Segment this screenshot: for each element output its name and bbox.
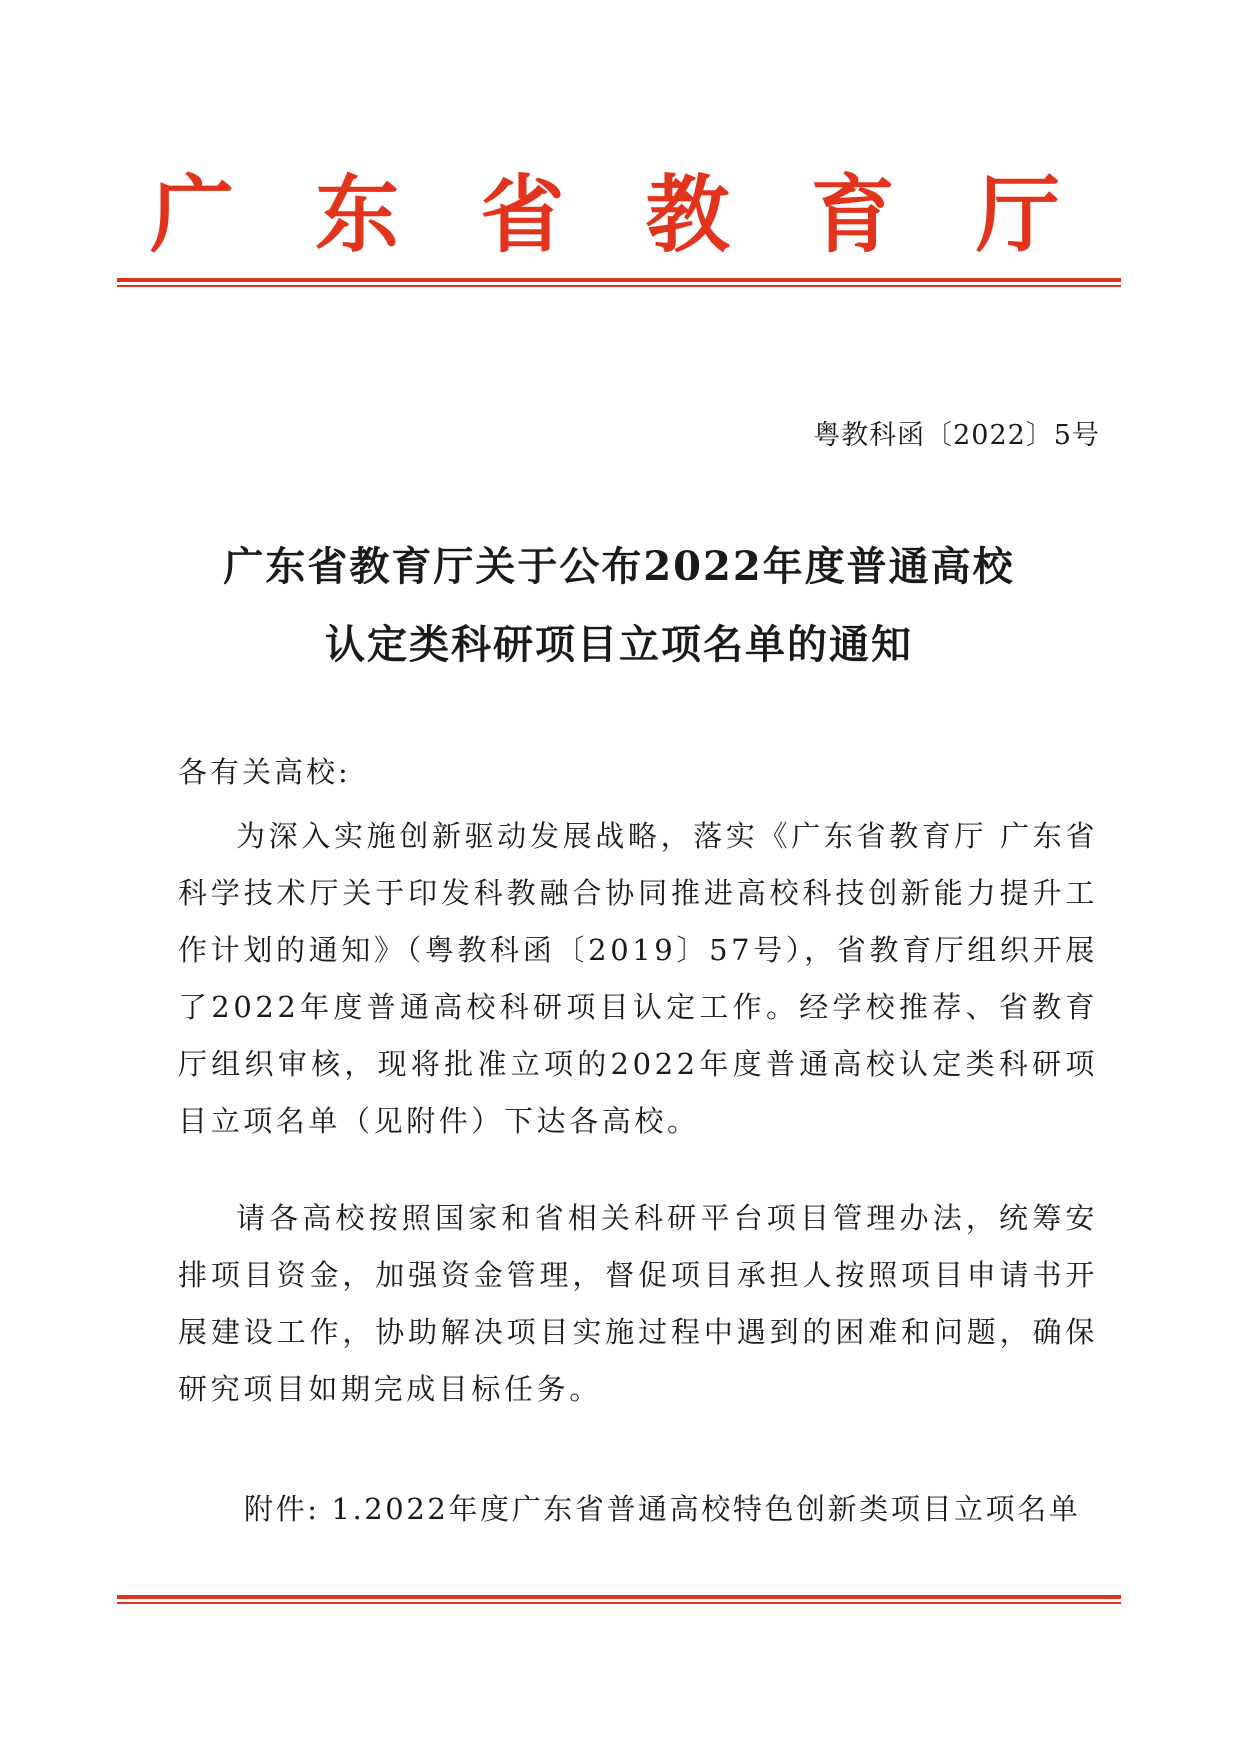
page-title-line-1: 广东省教育厅关于公布2022年度普通高校 xyxy=(223,543,1015,590)
masthead-char: 东 xyxy=(315,165,400,264)
body-paragraph: 请各高校按照国家和省相关科研平台项目管理办法，统筹安排项目资金，加强资金管理，督促项目承担人按照项目申请书开展建设工作，协助解决项目实施过程中遇到的困难和问题，确保研究项目如期完成目标任务。 xyxy=(178,1201,1098,1406)
footer-divider xyxy=(117,1595,1121,1599)
masthead-char: 省 xyxy=(480,165,565,264)
attachment-line: 附件: 1.2022年度广东省普通高校特色创新类项目立项名单 xyxy=(244,1492,1081,1526)
masthead xyxy=(150,160,1060,270)
body-paragraph: 为深入实施创新驱动发展战略，落实《广东省教育厅 广东省科学技术厅关于印发科教融合协同推进高校科技创新能力提升工作计划的通知》（粤教科函〔2019〕57号），省教育厅组织开展了2022年度普通高校科研项目认定工作。经学校推荐、省教育厅组织审核，现将批准立项的2022年度普通高校认定类科研项目立项名单（见附件）下达各高校。 xyxy=(178,819,1098,1138)
page-title-line-2: 认定类科研项目立项名单的通知 xyxy=(325,621,913,668)
header-divider xyxy=(117,278,1121,282)
salutation: 各有关高校: xyxy=(178,755,351,789)
document-number: 粤教科函〔2022〕5号 xyxy=(813,420,1100,451)
masthead-char: 厅 xyxy=(975,165,1060,264)
masthead-char: 育 xyxy=(810,165,895,264)
masthead-char: 教 xyxy=(645,165,730,264)
masthead-char: 广 xyxy=(150,165,235,264)
